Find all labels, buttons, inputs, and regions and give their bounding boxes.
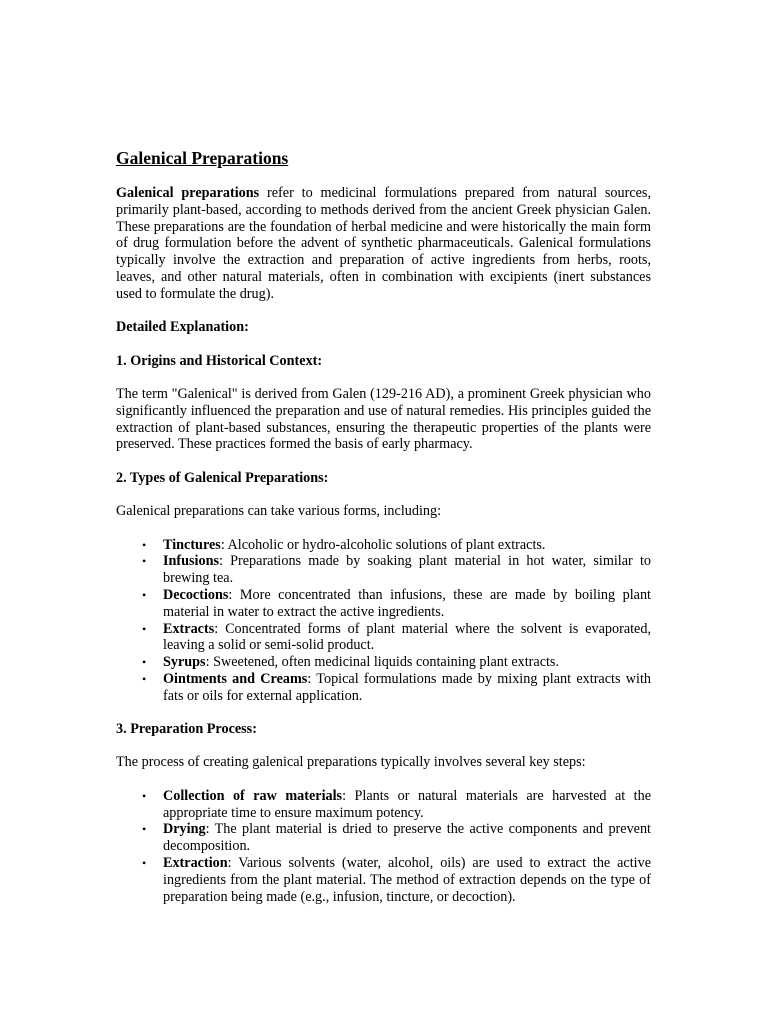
intro-text: refer to medicinal formulations prepared from natural sources, primarily plant-based, according to methods derived from the ancient Greek physician Galen. These preparations are the foundation of herbal medicine and were historically the main form of drug formulation before the advent of synthetic pharmaceuticals. Galenical formulations typically involve the extraction and preparation of active ingredients from herbs, roots, leaves, and other natural materials, often in combination with excipients (inert substances used to formulate the drug). [116, 185, 651, 302]
list-item-desc: : Plants or natural materials are harvested at the appropriate time to ensure maximum potency. [163, 787, 651, 821]
list-item-desc: : More concentrated than infusions, these are made by boiling plant material in water to extract the active ingredients. [163, 586, 651, 620]
section-3-heading: 3. Preparation Process: [116, 721, 257, 738]
bullet-icon: • [142, 587, 147, 602]
list-item [142, 821, 651, 855]
list-item [142, 654, 651, 671]
list-item-desc: : Sweetened, often medicinal liquids containing plant extracts. [205, 654, 559, 671]
detailed-explanation-heading: Detailed Explanation: [116, 319, 249, 336]
bullet-icon: • [142, 822, 147, 837]
list-item [142, 536, 651, 554]
list-item-term: Drying [163, 821, 206, 838]
list-item-desc: : Concentrated forms of plant material where the solvent is evaporated, leaving a solid or semi-solid product. [163, 620, 651, 654]
section-1-heading: 1. Origins and Historical Context: [116, 352, 323, 369]
bullet-icon: • [142, 655, 147, 670]
list-item-desc: : Preparations made by soaking plant material in hot water, similar to brewing tea. [163, 553, 651, 587]
intro-bold-term: Galenical preparations [116, 185, 260, 201]
list-item [142, 553, 651, 587]
list-item [142, 620, 651, 655]
document-page [116, 148, 651, 922]
list-item-term: Syrups [163, 654, 206, 671]
list-item-term: Extraction [163, 855, 228, 872]
list-item-desc: : The plant material is dried to preserve the active components and prevent decomposition. [163, 821, 651, 855]
list-item-desc: : Various solvents (water, alcohol, oils) are used to extract the active ingredients from the plant material. The method of extraction depends on the type of preparation being made (e.g., infusion, tincture, or decoction). [163, 855, 651, 905]
list-item-desc: : Alcoholic or hydro-alcoholic solutions of plant extracts. [220, 536, 546, 553]
bullet-icon: • [142, 788, 147, 803]
bullet-icon: • [142, 554, 147, 569]
section-3-lead: The process of creating galenical preparations typically involves several key steps: [116, 754, 586, 771]
list-item-desc: : Topical formulations made by mixing plant extracts with fats or oils for external application. [163, 670, 651, 704]
list-item-term: Infusions [163, 553, 219, 570]
list-item-term: Ointments and Creams [163, 670, 308, 687]
section-1-paragraph: The term "Galenical" is derived from Galen (129-216 AD), a prominent Greek physician who significantly influenced the preparation and use of natural remedies. His principles guided the extraction of plant-based substances, ensuring the therapeutic properties of the plants were preserved. These practices formed the basis of early pharmacy. [116, 385, 651, 453]
bullet-icon: • [142, 856, 147, 871]
list-item-term: Extracts [163, 620, 215, 637]
list-item-term: Collection of raw materials [163, 787, 343, 804]
bullet-icon: • [142, 621, 147, 636]
intro-paragraph [116, 185, 651, 303]
bullet-icon: • [142, 537, 147, 552]
list-item-term: Decoctions [163, 586, 229, 603]
list-item [142, 586, 651, 621]
list-item-term: Tinctures [163, 536, 221, 553]
list-item [142, 670, 651, 705]
types-list [116, 537, 651, 705]
document-title: Galenical Preparations [116, 148, 289, 168]
process-list [116, 788, 651, 906]
section-2-heading: 2. Types of Galenical Preparations: [116, 469, 329, 486]
list-item [142, 787, 651, 822]
section-2-lead: Galenical preparations can take various forms, including: [116, 503, 442, 520]
list-item [142, 855, 651, 905]
bullet-icon: • [142, 671, 147, 686]
